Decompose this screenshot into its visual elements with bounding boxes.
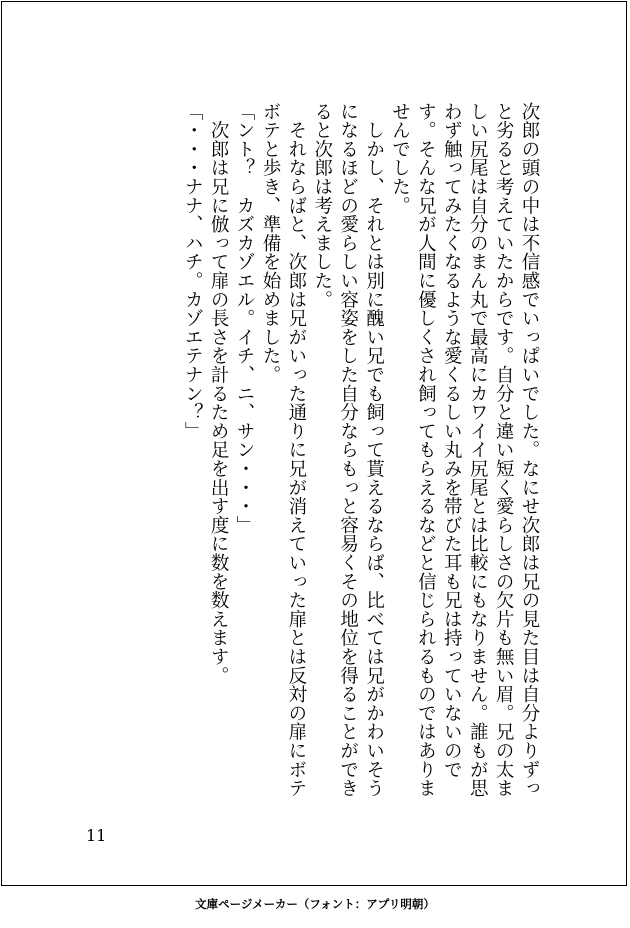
- paragraph-6-dialogue: 「・・・ナナ、ハチ。カゾエテナン？」: [182, 102, 204, 441]
- page-number: 11: [86, 826, 107, 845]
- paragraph-1: 次郎の頭の中は不信感でいっぱいでした。なにせ次郎は兄の見た目は自分よりずっと劣ると考えていたからです。自分と違い短く愛らしさの欠片も無い眉。兄の太ましい尻尾は自分のまん丸で最高にカワイイ尻尾とは比較にもなりません。誰もが思わず触ってみたくなるような愛くるしい丸みを帯びた耳も兄は持っていないのです。そんな兄が人間に優しくされ飼ってもらえるなどと信じられるものではありませんでした。: [389, 102, 540, 798]
- paragraph-5: 次郎は兄に倣って扉の長さを計るため足を出す度に数を数えます。: [208, 102, 230, 685]
- page-frame: [1, 1, 627, 886]
- footer-caption: 文庫ページメーカー（フォント：アプリ明朝）: [195, 897, 435, 911]
- paragraph-4-dialogue: 「ント？ カズカゾエル。イチ、ニ、サン・・・」: [234, 102, 256, 535]
- paragraph-2: しかし、それとは別に醜い兄でも飼って貰えるならば、比べては兄がかわいそうになるほどの愛らしい容姿をした自分ならもっと容易くその地位を得ることができると次郎は考えました。: [311, 102, 385, 798]
- paragraph-3: それならばと、次郎は兄がいった通りに兄が消えていった扉とは反対の扉にボテボテと歩き、準備を始めました。: [259, 102, 307, 798]
- vertical-body-text: [62, 102, 542, 802]
